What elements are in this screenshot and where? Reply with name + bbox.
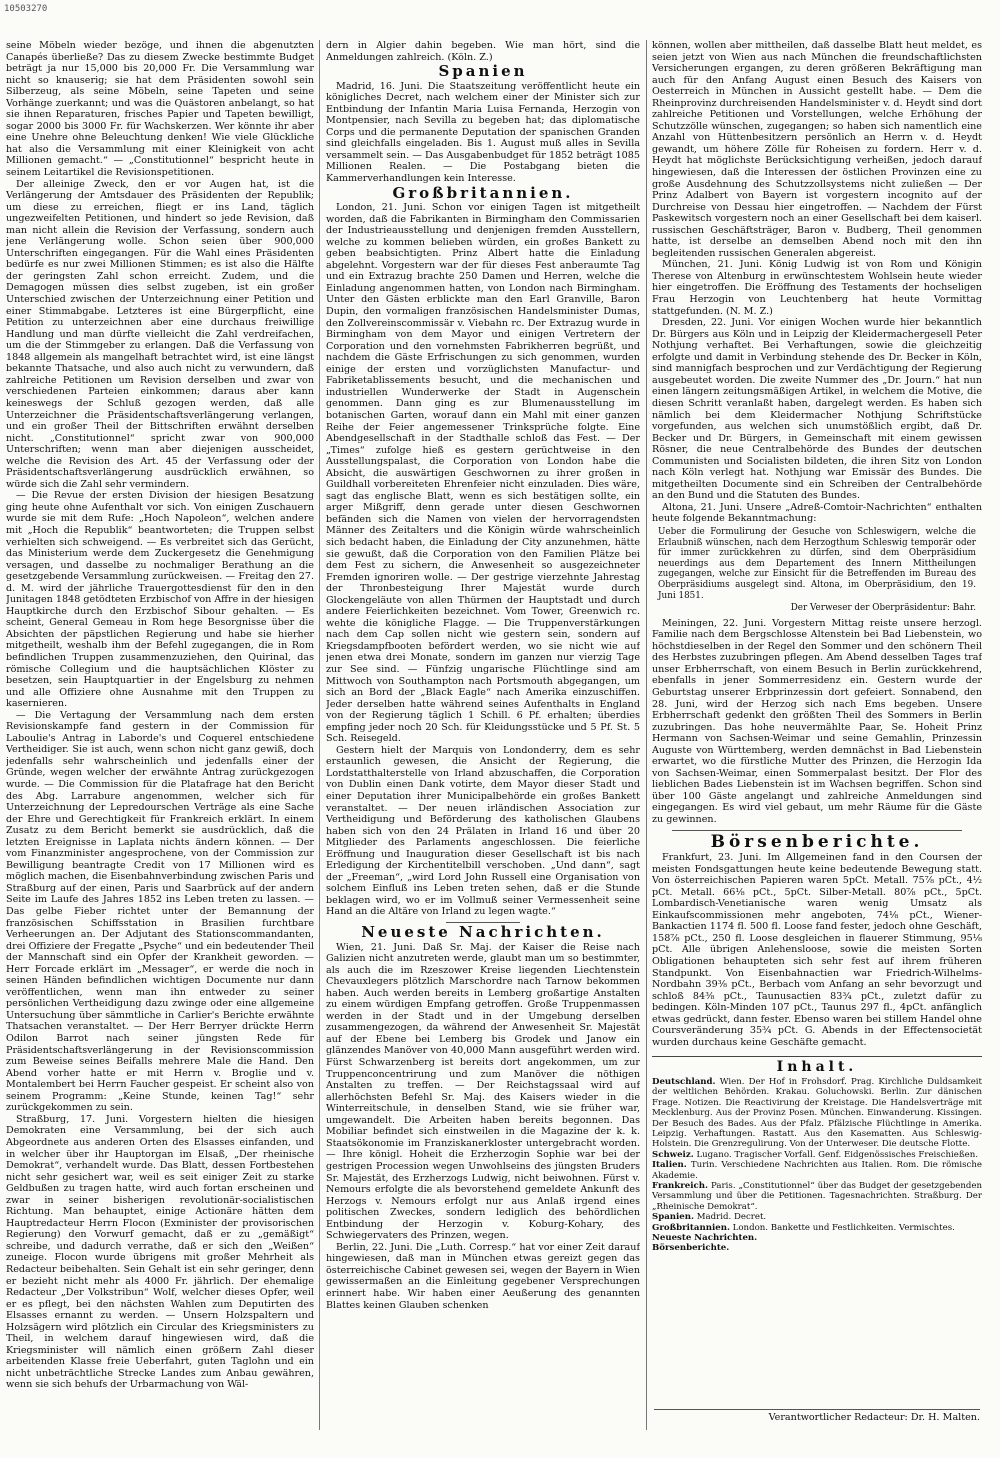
section-heading-neueste-nachrichten: Neueste Nachrichten.: [361, 923, 605, 942]
toc-category: Italien.: [652, 1160, 687, 1171]
column-3: [652, 40, 982, 1435]
toc-entry: [652, 1233, 982, 1243]
paragraph-altona: Altona, 21. Juni. Unsere „Adreß-Comtoir-Nachrichten“ enthalten heute folgende Bekanntmachung:: [652, 501, 982, 525]
toc-entry: [652, 1243, 982, 1253]
page-id: 10503270: [4, 4, 48, 14]
column-2: [326, 40, 640, 1435]
paragraph-meiningen: Meiningen, 22. Juni. Vorgestern Mittag reiste unsere herzogl. Familie nach dem Bergschlosse Altenstein bei Bad Liebenstein, wo höchstdieselben in der Regel den Sommer und den schönern Theil des Herbstes zuzubringen pflegen. Am Abend desselben Tages traf unser Erbherrschaft, von einem Besuch in Berlin zurückkehrend, ebenfalls in jener Sommerresidenz ein. Gestern wurde der Geburtstag unserer Erbprinzessin dort gefeiert. Sonnabend, den 28. Juni, wird der Herzog sich nach Ems begeben. Unsere Erbherrschaft gedenkt den größten Theil des Sommers in Berlin zuzubringen. Das hohe neuvermählte Paar, Se. Hoheit Prinz Hermann von Sachsen-Weimar und seine Gemahlin, Prinzessin Auguste von Württemberg, werden demnächst in Bad Liebenstein erwartet, wo die fürstliche Mutter des Prinzen, die Herzogin Ida von Sachsen-Weimar, einen Sommerpalast besitzt. Der Flor des lieblichen Bades Liebenstein ist im Wachsen begriffen. Schon sind über 100 Gäste angelangt und zahlreiche Anmeldungen sind eingegangen. Es wird viel gebaut, um mehr Räume für die Gäste zu gewinnen.: [652, 617, 982, 825]
toc-entry: [652, 1077, 982, 1150]
paragraph-berlin: Berlin, 22. Juni. Die „Luth. Corresp.“ hat vor einer Zeit darauf hingewiesen, daß man in München etwas gereizt gegen das österreichische Cabinet gewesen sei, wegen der Bayern in Wien gewissermaßen an die Einleitung gegebener Versprechungen erinnert habe. Wir haben einer Aeußerung des genannten Blattes keinen Glauben schenken: [326, 1241, 640, 1311]
toc-entry: [652, 1150, 982, 1160]
toc-category: Deutschland.: [652, 1076, 716, 1087]
paragraph: — Die Vertagung der Versammlung nach dem ersten Revisionskampfe fand gestern in der Commission für Laboulie's Antrag in Laborde's und Coquerel entschiedene Vertheidiger. Sie ist auch, wenn schon nicht ganz gewiß, doch jedenfalls sehr wahrscheinlich und jedenfalls einer der Gründe, wegen welcher der erwähnte Antrag zurückgezogen wurde. — Die Commission für die Platafrage hat den Bericht des Abg. Larrabure angenommen, welcher sich für Unterzeichnung der Lepredourschen Verträge als eine Sache der Ehre und Gerechtigkeit für Frankreich erklärt. In einem Zusatz zu dem Bericht bemerkt sie ausdrücklich, daß die letzten Ereignisse in Laplata nichts ändern können. — Der vom Finanzminister angesprochene, von der Commission zur Bewilligung beantragte Credit von 17 Millionen wird es möglich machen, die Eisenbahnverbindung zwischen Paris und Straßburg auf der einen, Paris und Saarbrück auf der andern Seite im Laufe des Jahres 1852 ins Leben treten zu lassen. — Das gelbe Fieber richtet unter der Bemannung der französischen Schiffsstation in Brasilien furchtbare Verheerungen an. Der Adjutant des Stationscommandanten, drei Offiziere der Fregatte „Psyche“ und ein bedeutender Theil der Mannschaft sind ein Opfer der Krankheit geworden. — Herr Forcade erklärt im „Messager“, er werde die noch in seinen Händen befindlichen wichtigen Documente nur dann veröffentlichen, wenn man ihn entweder zu seiner persönlichen Vertheidigung dazu zwinge oder eine allgemeine Untersuchung über sämmtliche in Carlier's Berichte erwähnte Thatsachen veranstaltet. — Der Herr Berryer drückte Herrn Odilon Barrot nach seiner jüngsten Rede für Präsidentschaftsverlängerung in der Revisionscommission zum Beweise seines Beifalls mehrere Male die Hand. Den Abend vorher hatte er mit Herrn v. Broglie und v. Montalembert bei Herrn Faucher gespeist. Er scheint also von seinem Programm: „Keine Stunde, keinen Tag!“ sehr zurückgekommen zu sein.: [6, 709, 314, 1114]
toc-entry: [652, 1212, 982, 1222]
official-notice: Ueber die Formulirung der Gesuche von Schleswigern, welche die Erlaubniß wünschen, nach dem Herzogthum Schleswig temporär oder für immer zurückkehren zu dürfen, sind dem Oberpräsidium neuerdings aus dem Departement des Innern Mittheilungen zugegangen, welche zur Einsicht für die Betreffenden im Bureau des Oberpräsidiums ausgelegt sind. Altona, im Oberpräsidium, den 19. Juni 1851.: [658, 526, 976, 601]
toc-entry: [652, 1181, 982, 1212]
paragraph-madrid: Madrid, 16. Juni. Die Staatszeitung veröffentlicht heute ein königliches Decret, nach welchem einer der Minister sich zur Entbindung der Infantin Maria Luisa Fernanda, Herzogin von Montpensier, nach Sevilla zu begeben hat; das diplomatische Corps und die permanente Deputation der spanischen Granden sind gleichfalls eingeladen. Bis 1. August muß alles in Sevilla versammelt sein. — Das Ausgabenbudget für 1852 beträgt 1085 Millionen Realen. — Die Postabgang bieten die Kammerverhandlungen kein Interesse.: [326, 80, 640, 185]
paragraph-frankfurt: Frankfurt, 23. Juni. Im Allgemeinen fand in den Coursen der meisten Fondsgattungen heute keine bedeutende Bewegung statt. Von österreichischen Papieren waren 5pCt. Metall. 75⅞ pCt., 4½ pCt. Metall. 66⅛ pCt., 5pCt. Silber-Metall. 80⅞ pCt., 5pCt. Lombardisch-Venetianische waren wenig Umsatz als Einkaufscommissionen mehr angeboten, 74⅛ pCt., Wiener-Bankactien 1174 fl. 500 fl. Loose fand fester, jedoch ohne Geschäft, 158⅞ pCt., 250 fl. Loose desgleichen in flauerer Stimmung, 95⅛ pCt. Alle übrigen Anlehensloose, sowie die meisten Sorten Obligationen behaupteten sich sehr fest auf ihrem früheren Standpunkt. Von Eisenbahnactien war Friedrich-Wilhelms-Nordbahn 39⅜ pCt., Berbach vom Anfang an sehr bevorzugt und schloß 84⅜ pCt., Taunusactien 83¾ pCt., zuletzt dafür zu bedingen. Köln-Minden 107 pCt., Taunus 297 fl., 4pCt. anfänglich etwas gedrückt, dann fester. Ebenso waren bei stillem Handel ohne Coursveränderung 35¾ pCt. G. Abends in der Effectensocietät wurden durchaus keine Geschäfte gemacht.: [652, 852, 982, 1048]
paragraph: Der alleinige Zweck, den er vor Augen hat, ist die Verlängerung der Amtsdauer des Präsidenten der Republik; um diese zu erreichen, fliegt er ins Land, täglich ungezweifelten Petitionen, und hindert so jede Revision, daß man nicht allein die Revision der Verfassung, sondern auch jene Verlängerung wolle. Schon seien über 900,000 Unterschriften eingegangen. Für die Wahl eines Präsidenten bedürfe es nur zwei Millionen Stimmen; es ist also die Hälfte der geringsten Zahl schon erreicht. Zudem, und die Demagogen müssen dies selbst zugeben, ist ein großer Unterschied zwischen der Unterzeichnung einer Petition und einer Stimmabgabe. Letzteres ist eine Bürgerpflicht, eine Petition zu unterzeichnen aber eine durchaus freiwillige Handlung und man dürfte vielleicht die Zahl verdreifachen, um die der Stimmgeber zu erlangen. Daß die Verfassung von 1848 allgemein als mangelhaft betrachtet wird, ist eine längst bekannte Thatsache, und also auch nicht zu verwundern, daß zahlreiche Petitionen um Revision derselben und zwar von verschiedenen Parteien einkommen; daraus aber kann keineswegs der Schluß gezogen werden, daß alle Unterzeichner die Präsidentschaftsverlängerung verlangen, und ein großer Theil der Bittschriften erwähnt derselben nicht. „Constitutionnel“ spricht zwar von 900,000 Unterschriften; wenn man aber diejenigen ausscheidet, welche die Revision des Art. 45 der Verfassung oder der Präsidentschaftsverlängerung ausdrücklich erwähnen, so würde sich die Zahl sehr vermindern.: [6, 178, 314, 490]
toc-category: Frankreich.: [652, 1180, 708, 1191]
paragraph: seine Möbeln wieder bezöge, und ihnen die abgenutzten Canapés überließe? Das zu diesem Zwecke bestimmte Budget beträgt ja nur 15,000 bis 20,000 Fr. Die Versammlung war nicht so knauserig; sie hat dem Präsidenten sowohl sein Silberzeug, als seine Möbeln, seine Tapeten und seine Vorhänge zuerkannt; und was die Quästoren anbelangt, so hat sie ihnen Reparaturen, frisches Papier und Tapeten bewilligt, sogar 2000 bis 3000 Fr. für Wachskerzen. Wer könnte ihr aber eine Unehre ohne Beleuchtung denken! Wie viele Glückliche hat also die Versammlung mit einer Kleinigkeit von acht Millionen gemacht.“ — „Constitutionnel“ bespricht heute in seinem Leitartikel die Revisionspetitionen.: [6, 40, 314, 179]
table-of-contents: [652, 1056, 982, 1253]
paragraph-muenchen: München, 21. Juni. König Ludwig ist von Rom und Königin Therese von Altenburg in erwünschtestem Wohlsein heute wieder hier eingetroffen. Die Eröffnung des Testaments der hochseligen Frau Herzogin von Leuchtenberg hat heute Vormittag stattgefunden. (N. M. Z.): [652, 259, 982, 317]
editor-imprint: Verantwortlicher Redacteur: Dr. H. Malten.: [654, 1409, 980, 1423]
toc-text: Wien. Der Hof in Frohsdorf. Prag. Kirchliche Duldsamkeit der weltlichen Behörden. Krakau. Goluchowski. Berlin. Zur dänischen Frage. Notizen. Die Reactivirung der Kreistage. Die Handelsverträge mit Mecklenburg. Aus der Provinz Posen. München. Einwanderung. Kissingen. Der Besuch des Bades. Aus der Pfalz. Pfälzische Flüchtlinge in Amerika. Leipzig. Verhaftungen. Rastatt. Aus den Kasematten. Aus Schleswig-Holstein. Die Grenzregulirung. Von der Unterweser. Die deutsche Flotte.: [652, 1076, 982, 1150]
paragraph: dern in Algier dahin begeben. Wie man hört, sind die Anmeldungen zahlreich. (Köln. Z.): [326, 40, 640, 63]
divider: [672, 830, 962, 831]
paragraph-strassburg: Straßburg, 17. Juni. Vorgestern hielten die hiesigen Demokraten eine Versammlung, bei der sich auch Abgeordnete aus anderen Orten des Elsasses einfanden, und in welcher über ihr Hauptorgan im Elsaß, „Der rheinische Demokrat“, verhandelt wurde. Das Blatt, dessen Fortbestehen nicht sehr gesichert war, weil es seit einiger Zeit zu starke Geldbußen zu tragen hatte, wird auch fortan erscheinen und zwar in seiner bisherigen revolutionär-socialistischen Richtung. Man behauptet, einige Actionäre hätten dem Hauptredacteur Herrn Flocon (Exminister der provisorischen Regierung) den Vorwurf gemacht, daß er zu „gemäßigt“ schreibe, und dadurch verrathe, daß er sich den „Weißen“ zuneige. Flocon wurde übrigens mit großer Mehrheit als Redacteur beibehalten. Sein Gehalt ist ein sehr geringer, denn er bezieht nicht mehr als 4000 Fr. jährlich. Der ehemalige Redacteur „Der Volkstribun“ Wolf, welcher dieses Opfer, weil er es pflegt, bei den nächsten Wahlen zum Deputirten des Elsasses ernannt zu werden. — Unsern Holzspaltern und Holzsägern wird plötzlich ein Circular des Kriegsministers zu Theil, in welchem darauf hingewiesen wird, daß die Kriegsminister will nämlich einen größern Zahl dieser arbeitenden Klasse freie Ueberfahrt, guten Taglohn und ein nicht unbeträchtliche Strecke Landes zum Anbau gewähren, wenn sie sich behufs der Urbarmachung von Wäl-: [6, 1113, 314, 1391]
section-heading-boersenberichte: Börsenberichte.: [710, 831, 924, 852]
toc-category: Großbritannien.: [652, 1222, 730, 1233]
paragraph-wien: Wien, 21. Juni. Daß Sr. Maj. der Kaiser die Reise nach Galizien nicht anzutreten werde, glaubt man um so bestimmter, als auch die im Rzeszower Kreise liegenden Liechtenstein Chevauxlegers plötzlich Marschordre nach Tarnow bekommen haben. Auch werden bereits in Lemberg großartige Anstalten zu einem würdigen Empfang getroffen. Große Truppenmassen werden in der Stadt und in der Umgebung derselben zusammengezogen, da während der Anwesenheit Sr. Majestät auf der Ebene bei Lemberg bis Grodek und Janow ein glänzendes Manöver von 40,000 Mann ausgeführt werden wird. Fürst Schwarzenberg ist bereits dort angekommen, um zur Truppenconcentrirung und zum Manöver die nöthigen Anstalten zu treffen. — Der Reichstagssaal wird auf allerhöchsten Befehl Sr. Maj. des Kaisers wieder in die Winterreitschule, in denselben Stand, wie sie früher war, umgewandelt. Die Arbeiten haben bereits begonnen. Das Mobiliar befindet sich einstweilen in die Magazine der k. k. Staatsökonomie im Franziskanerkloster untergebracht worden. — Ihre königl. Hoheit die Erzherzogin Sophie war bei der gestrigen Procession wegen Unwohlseins des jüngsten Bruders Sr. Majestät, des Erzherzogs Ludwig, nicht beiwohnen. Fürst v. Nemours erfolgte die als bevorstehend gemeldete Ankunft des Herzogs v. Nemours erfolgt nur aus Anlaß irgend eines politischen Zweckes, sondern lediglich des behördlichen Entbindung der Herzogin v. Koburg-Kohary, des Schwiegervaters des Prinzen, wegen.: [326, 941, 640, 1242]
toc-category: Spanien.: [652, 1212, 695, 1223]
paragraph-dresden: Dresden, 22. Juni. Vor einigen Wochen wurde hier bekanntlich Dr. Bürgers aus Köln und in Leipzig der Kleidermachergesell Peter Nothjung verhaftet. Bei Verhaftungen, sowie die gleichzeitig erfolgte und damit in Verbindung stehende des Dr. Becker in Köln, sind mannigfach besprochen und zur Verdächtigung der Regierung ausgebeutet worden. Die zweite Nummer des „Dr. Journ.“ hat nun einen längern zeitungsmäßigen Artikel, in welchem die Motive, die diesen Schritt veranlaßt haben, dargelegt werden. Es haben sich nämlich bei dem Kleidermacher Nothjung Schriftstücke vorgefunden, aus welchen sich unumstößlich ergibt, daß Dr. Becker und Dr. Bürgers, in Gemeinschaft mit einem gewissen Rösner, die neue Centralbehörde des Bundes der deutschen Communisten und Socialisten bildeten, die ihren Sitz von London nach Köln verlegt hat. Nothjung war Emissär des Bundes. Die mitgetheilten Documente sind ein Schreiben der Centralbehörde an den Bund und die Statuten des Bundes.: [652, 317, 982, 502]
paragraph: — Die Revue der ersten Division der hiesigen Besatzung ging heute ohne Aufenthalt vor sich. Von einigen Zuschauern wurde sie mit dem Rufe: „Hoch Napoleon“, welchen andere mit „Hoch die Republik“ beantworteten; die Truppen selbst verhielten sich schweigend. — Es verbreitet sich das Gerücht, das Ministerium werde dem Zuckergesetz die Genehmigung versagen, und dasselbe zu nochmaliger Berathung an die gesetzgebende Versammlung zurückweisen. — Freitag den 27. d. M. wird der jährliche Trauergottesdienst für den in den Junitagen 1848 getödteten Erzbischof von Affre in der hiesigen Hauptkirche durch den Erzbischof Sibour gehalten. — Es scheint, General Gemeau in Rom hege Besorgnisse über die Absichten der päpstlichen Regierung und habe sie hierher mitgetheilt, weshalb ihm der Befehl zugegangen, die in Rom befindlichen Truppen zusammenzuziehen, den Quirinal, das römische Collegium und die hauptsächlichen Klöster zu besetzen, sein Hauptquartier in der Engelsburg zu nehmen und alle Offiziere ohne Ausnahme mit den Truppen zu kasernieren.: [6, 490, 314, 710]
column-rule: [646, 40, 647, 1430]
column-rule: [319, 40, 320, 1430]
toc-text: Turin. Verschiedene Nachrichten aus Italien. Rom. Die römische Akademie.: [652, 1160, 982, 1181]
toc-text: London. Bankette und Festlichkeiten. Vermischtes.: [732, 1222, 955, 1233]
toc-heading: Inhalt.: [776, 1059, 858, 1076]
toc-body: [652, 1077, 982, 1254]
paragraph-london: London, 21. Juni. Schon vor einigen Tagen ist mitgetheilt worden, daß die Fabrikanten in Birmingham den Commissarien der Industrieausstellung und denjenigen fremden Ausstellern, welche zu kommen belieben würden, ein großes Bankett zu geben beabsichtigten. Prinz Albert hatte die Einladung abgelehnt. Vorgestern war der für dieses Fest anberaumte Tag und ein Extrazug brachte 250 Damen und Herren, welche die Einladung angenommen hatten, von London nach Birmingham. Unter den Gästen erblickte man den Earl Granville, Baron Dupin, den vormaligen französischen Handelsminister Dumas, den Zollvereinscommissär v. Viebahn rc. Der Extrazug wurde in Birmingham von dem Mayor und einigen Vertretern der Corporation und den vornehmsten Fabrikherren begrüßt, und nachdem die Gäste Erfrischungen zu sich genommen, wurden einige der ersten und vorzüglichsten Manufactur- und Fabriketablissements besucht, und die mechanischen und industriellen Wunderwerke der Stadt in Augenschein genommen. Dann ging es zur Blumenausstellung im botanischen Garten, worauf dann ein Mahl mit einer ganzen Reihe der Feier angemessener Trinksprüche folgte. Eine Abendgesellschaft in der Stadthalle schloß das Fest. — Der „Times“ zufolge hieß es gestern gerüchtweise in den Ausstellungspalast, die Corporation von London habe die Absicht, die auswärtigen Geschwornen zu ihrer großen in Guildhall vorbereiteten Ehrenfeier nicht einzuladen. Dies wäre, sagt das englische Blatt, wenn es sich bestätigen sollte, ein arger Mißgriff, denn gerade unter diesen Geschwornen befänden sich die Namen von vielen der hervorragendsten Männer des Zeitalters und die Königin würde wahrscheinlich sich bedacht haben, die Einladung der City anzunehmen, hätte sie gewußt, daß die Corporation von den Familien Plätze bei dem Fest zu sichern, die Anwesenheit so ausgezeichneter Fremden ignoriren wolle. — Der gestrige vierzehnte Jahrestag der Thronbesteigung Ihrer Majestät wurde durch Glockengeläute von allen Thürmen der Hauptstadt und durch andere Feierlichkeiten bezeichnet. Vom Tower, Greenwich rc. wehte die königliche Flagge. — Die Truppenverstärkungen nach dem Cap sollen nicht wie gestern sein, sondern auf Kriegsdampfbooten befördert werden, wo sie nicht wie auf jenen etwa drei Monate, sondern im ganzen nur vierzig Tage zur See sind. — Fünfzig ungarische Flüchtlinge sind am Mittwoch von Southampton nach Portsmouth abgegangen, um sich an Bord der „Black Eagle“ nach Amerika einzuschiffen. Jeder derselben hatte während seines Aufenthalts in England von der Regierung täglich 1 Schill. 6 Pf. erhalten; überdies empfing jeder noch 20 Sch. für Kleidungsstücke und 5 Pf. St. 5 Sch. Reisegeld.: [326, 202, 640, 745]
toc-category: Schweiz.: [652, 1149, 694, 1160]
paragraph: können, wollen aber mittheilen, daß dasselbe Blatt heut meldet, es seien jetzt von Wien aus nach München die freundschaftlichsten Versicherungen ergangen, zu deren größeren Bekräftigung man auch für den Anfang August einen Besuch des Kaisers von Oesterreich in München in Aussicht gestellt habe. — Dem die Rheinprovinz durchreisenden Handelsminister v. d. Heydt sind dort zahlreiche Petitionen und Vorstellungen, welche Erhöhung der Schutzzölle wünschen, zugegangen; so haben sich namentlich eine Anzahl von Hüttenbesitzern persönlich an Herrn v. d. Heydt gewandt, um höhere Zölle für Roheisen zu fordern. Herr v. d. Heydt hat möglichste Berücksichtigung verheißen, jedoch darauf hingewiesen, daß die Interessen der östlichen Provinzen eine zu große Ausdehnung des Schutzzollsystems nicht zuließen — Der Prinz Adalbert von Bayern ist vorgestern incognito auf der Durchreise von Dessau hier eingetroffen. — Nachdem der Fürst Paskewitsch vorgestern noch an einer Gesellschaft bei dem kaiserl. russischen Geschäftsträger, Baron v. Budberg, Theil genommen hatte, ist derselbe an demselben Abend noch mit den ihn begleitenden russischen Generalen abgereist.: [652, 40, 982, 259]
toc-category: Neueste Nachrichten.: [652, 1233, 758, 1243]
toc-text: Paris. „Constitutionnel“ über das Budget der gesetzgebenden Versammlung und über die Petitionen. Tagesnachrichten. Straßburg. Der „Rheinische Demokrat“.: [652, 1180, 982, 1212]
section-heading-grossbritannien: Großbritannien.: [392, 183, 574, 202]
section-heading-spanien: Spanien: [438, 62, 528, 81]
notice-signature: Der Verweser der Oberpräsidentur: Bahr.: [790, 603, 976, 614]
toc-category: Börsenberichte.: [652, 1243, 730, 1254]
toc-text: Madrid. Decret.: [696, 1212, 767, 1223]
column-1: [6, 40, 314, 1435]
toc-text: Lugano. Tragischer Vorfall. Genf. Eidgenössisches Freischießen.: [696, 1149, 978, 1160]
toc-entry: [652, 1223, 982, 1233]
paragraph: Gestern hielt der Marquis von Londonderry, dem es sehr erstaunlich gewesen, die Ansicht der Regierung, die Lordstatthalterstelle von Irland abzuschaffen, die Corporation von Dublin einen Dank votirte, dem Mayor dieser Stadt und einer Deputation ihrer Municipalbehörde ein großes Bankett veranstaltet. — Der neuen irländischen Association zur Vertheidigung und Beförderung des katholischen Glaubens haben sich von den 24 Prälaten in Irland 16 und über 20 Mitglieder des Parlaments angeschlossen. Die feierliche Eröffnung und Inauguration dieser Gesellschaft ist bis nach Erledigung der Kirchentitelbill verschoben. „Und dann“, sagt der „Freeman“, „wird Lord John Russell eine Organisation von solchem Einfluß ins Leben treten sehen, daß er die Stunde beklagen wird, wo er im Vollmuß seiner Vermessenheit seine Hand an die Altäre von Irland zu legen wagte.“: [326, 744, 640, 918]
toc-entry: [652, 1160, 982, 1181]
